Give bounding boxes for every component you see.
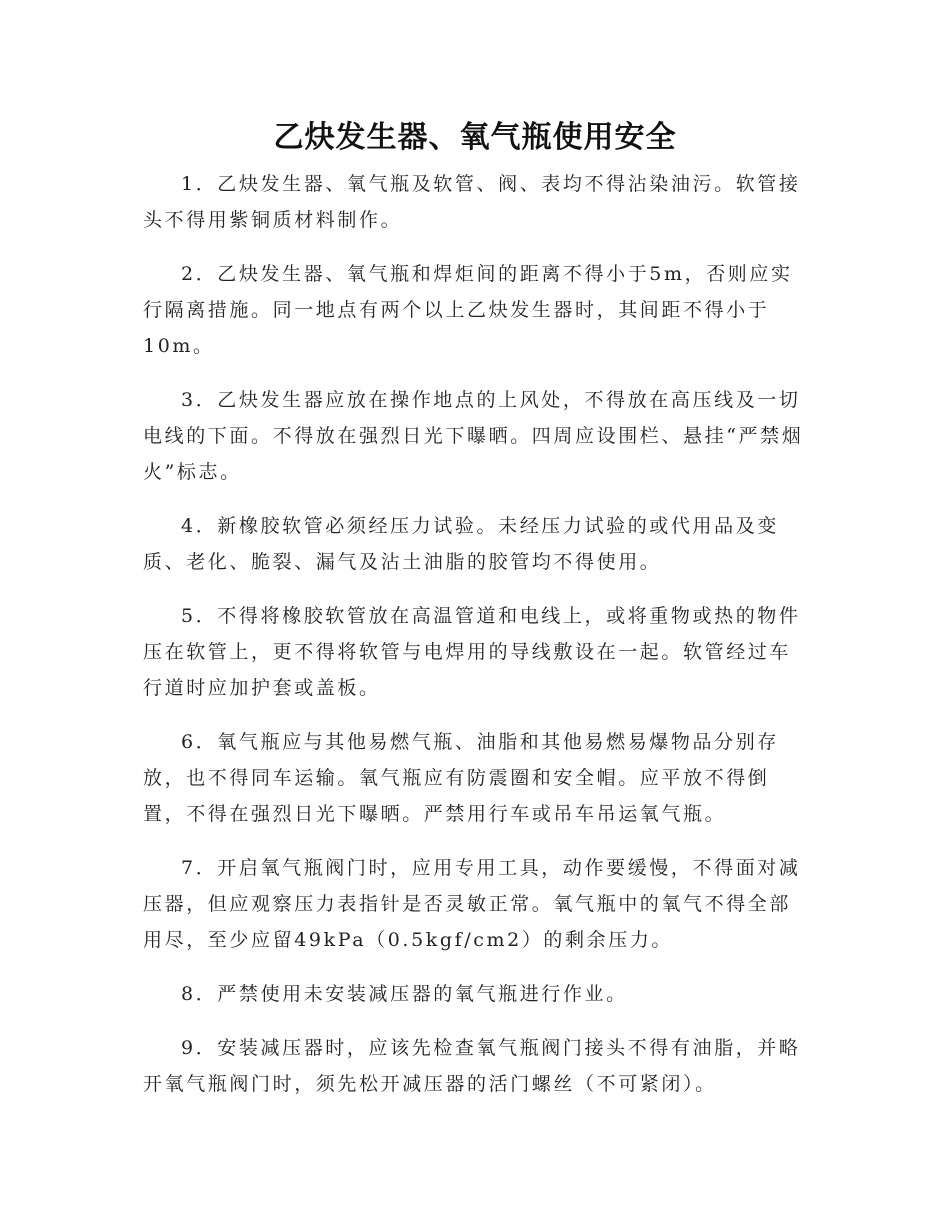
paragraph-7: 7．开启氧气瓶阀门时，应用专用工具，动作要缓慢，不得面对减压器，但应观察压力表指针是否灵敏正常。氧气瓶中的氧气不得全部用尽，至少应留49kPa（0.5kgf/cm2）的剩余压力。 bbox=[143, 857, 801, 951]
document-title: 乙炔发生器、氧气瓶使用安全 bbox=[273, 120, 677, 155]
paragraph-1: 1．乙炔发生器、氧气瓶及软管、阀、表均不得沾染油污。软管接头不得用紫铜质材料制作。 bbox=[143, 173, 801, 231]
paragraph-5: 5．不得将橡胶软管放在高温管道和电线上，或将重物或热的物件压在软管上，更不得将软管与电焊用的导线敷设在一起。软管经过车行道时应加护套或盖板。 bbox=[143, 605, 801, 699]
paragraph-9: 9．安装减压器时，应该先检查氧气瓶阀门接头不得有油脂，并略开氧气瓶阀门时，须先松开减压器的活门螺丝（不可紧闭）。 bbox=[143, 1037, 801, 1095]
paragraph-2: 2．乙炔发生器、氧气瓶和焊炬间的距离不得小于5m，否则应实行隔离措施。同一地点有两个以上乙炔发生器时，其间距不得小于10m。 bbox=[143, 263, 793, 357]
paragraph-3: 3．乙炔发生器应放在操作地点的上风处，不得放在高压线及一切电线的下面。不得放在强烈日光下曝晒。四周应设围栏、悬挂“严禁烟火”标志。 bbox=[143, 389, 804, 483]
paragraph-6: 6．氧气瓶应与其他易燃气瓶、油脂和其他易燃易爆物品分别存放，也不得同车运输。氧气瓶应有防震圈和安全帽。应平放不得倒置，不得在强烈日光下曝晒。严禁用行车或吊车吊运氧气瓶。 bbox=[143, 731, 779, 825]
paragraph-8: 8．严禁使用未安装减压器的氧气瓶进行作业。 bbox=[181, 983, 628, 1005]
paragraph-4: 4．新橡胶软管必须经压力试验。未经压力试验的或代用品及变质、老化、脆裂、漏气及沾土油脂的胶管均不得使用。 bbox=[143, 515, 779, 573]
document-body bbox=[143, 166, 811, 1120]
